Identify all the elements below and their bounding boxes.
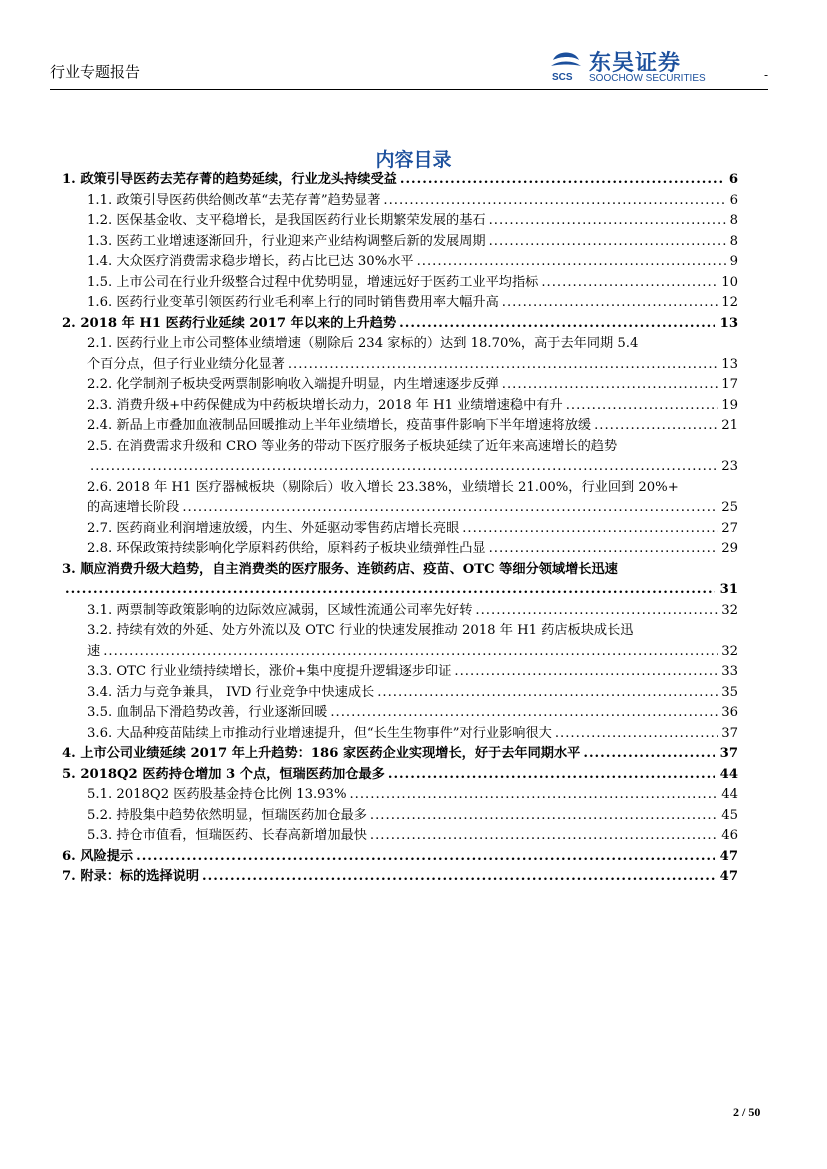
toc-entry-text: 2.4. 新品上市叠加血液制品回暖推动上半年业绩增长，疫苗事件影响下半年增速将放缓: [87, 418, 592, 433]
toc-entry-line[interactable]: [62, 867, 738, 888]
toc-entry-text: 1.5. 上市公司在行业升级整合过程中优势明显，增速远好于医药工业平均指标: [87, 274, 539, 290]
toc-page-number: 45: [721, 807, 738, 823]
logo-english-name: SOOCHOW SECURITIES: [589, 73, 706, 84]
toc-page-number: 25: [721, 500, 738, 515]
toc-leader-dots: [489, 539, 719, 560]
toc-entry-text: 7. 附录：标的选择说明: [62, 869, 200, 884]
toc-entry-text: 个百分点，但子行业业绩分化显著: [87, 356, 285, 372]
toc-entry-line[interactable]: [62, 724, 738, 745]
toc-entry-line[interactable]: [62, 744, 738, 765]
toc-page-number: 32: [721, 643, 738, 659]
toc-entry-line[interactable]: [62, 334, 738, 355]
toc-leader-dots: [566, 396, 719, 417]
toc-entry-line[interactable]: [62, 621, 738, 642]
toc-page-number: 17: [721, 377, 738, 392]
toc-leader-dots: [502, 375, 718, 396]
toc-leader-dots: [475, 601, 718, 622]
toc-page-number: 19: [721, 397, 738, 413]
toc-entry-line[interactable]: [62, 457, 738, 478]
toc-page-number: 37: [719, 746, 738, 761]
toc-leader-dots: [489, 232, 727, 253]
toc-entry-line[interactable]: [62, 826, 738, 847]
toc-leader-dots: [594, 416, 718, 437]
toc-page-number: 44: [719, 766, 738, 782]
toc-leader-dots: [330, 703, 718, 724]
toc-leader-dots: [400, 170, 724, 191]
toc-entry-line[interactable]: [62, 642, 738, 663]
page-number: 2 / 50: [733, 1105, 761, 1119]
header-mark: -: [764, 68, 769, 82]
toc-entry-text: 2.1. 医药行业上市公司整体业绩增速（剔除后 234 家标的）达到 18.70%，高于去年同期 5.4: [87, 336, 639, 351]
toc-entry-text: 5.3. 持仓市值看，恒瑞医药、长春高新增加最快: [87, 828, 367, 843]
toc-leader-dots: [388, 765, 715, 786]
toc-leader-dots: [583, 744, 714, 765]
toc-entry-text: 3.5. 血制品下滑趋势改善，行业逐渐回暖: [87, 705, 328, 720]
toc-entry-line[interactable]: [62, 601, 738, 622]
toc-page-number: 21: [721, 418, 738, 433]
toc-entry-line[interactable]: [62, 847, 738, 868]
toc-leader-dots: [417, 252, 727, 273]
toc-page-number: 37: [721, 725, 738, 741]
toc-entry-text: 3.4. 活力与竞争兼具， IVD 行业竞争中快速成长: [87, 684, 375, 700]
toc-page-number: 9: [729, 254, 738, 269]
toc-page-number: 44: [721, 787, 738, 802]
toc-page-number: 46: [721, 828, 738, 843]
toc-entry-line[interactable]: [62, 252, 738, 273]
toc-leader-dots: [349, 785, 718, 806]
toc-entry-text: 1.4. 大众医疗消费需求稳步增长，药占比已达 30%水平: [87, 254, 414, 269]
toc-entry-line[interactable]: [62, 683, 738, 704]
toc-entry-text: 5. 2018Q2 医药持仓增加 3 个点，恒瑞医药加仓最多: [62, 766, 385, 782]
logo-emblem-icon: [547, 48, 585, 84]
toc-leader-dots: [90, 457, 718, 478]
toc-entry-text: 3.3. OTC 行业业绩持续增长，涨价+集中度提升逻辑逐步印证: [87, 664, 452, 679]
toc-entry-line[interactable]: [62, 765, 738, 786]
toc-entry-text: 速: [87, 643, 101, 659]
toc-entry-line[interactable]: [62, 273, 738, 294]
toc-page-number: 23: [721, 459, 738, 474]
toc-leader-dots: [462, 519, 718, 540]
toc-entry-line[interactable]: [62, 396, 738, 417]
toc-entry-line[interactable]: [62, 703, 738, 724]
toc-page-number: 12: [721, 295, 738, 310]
toc-entry-text: 1. 政策引导医药去芜存菁的趋势延续，行业龙头持续受益: [62, 172, 397, 187]
toc-entry-line[interactable]: [62, 355, 738, 376]
toc-leader-dots: [377, 683, 718, 704]
toc-leader-dots: [541, 273, 718, 294]
toc-entry-text: 2.6. 2018 年 H1 医疗器械板块（剔除后）收入增长 23.38%，业绩增长 21.00%，行业回到 20%+: [87, 479, 679, 495]
toc-leader-dots: [103, 642, 718, 663]
toc-page-number: 6: [728, 172, 738, 187]
toc-entry-text: 4. 上市公司业绩延续 2017 年上升趋势：186 家医药企业实现增长，好于去年同期水平: [62, 746, 581, 761]
toc-entry-line[interactable]: [62, 191, 738, 212]
toc-entry-line[interactable]: [62, 211, 738, 232]
toc-entry-text: 3.1. 两票制等政策影响的边际效应减弱，区域性流通公司率先好转: [87, 602, 473, 618]
toc-leader-dots: [489, 211, 727, 232]
report-type-label: 行业专题报告: [50, 63, 141, 81]
toc-leader-dots: [502, 293, 718, 314]
toc-page-number: 27: [721, 520, 738, 536]
toc-entry-line[interactable]: [62, 375, 738, 396]
toc-entry-text: 2.5. 在消费需求升级和 CRO 等业务的带动下医疗服务子板块延续了近年来高速增长的趋势: [87, 438, 618, 454]
logo-badge-text: SCS: [552, 72, 573, 83]
company-logo: [547, 46, 747, 86]
toc-leader-dots: [454, 662, 718, 683]
toc-page-number: 33: [721, 664, 738, 679]
toc-entry-line[interactable]: [62, 232, 738, 253]
page-header: [50, 40, 768, 88]
toc-page-number: 8: [729, 233, 738, 249]
toc-leader-dots: [288, 355, 718, 376]
toc-page-number: 10: [721, 274, 738, 290]
toc-page-number: 8: [729, 213, 738, 228]
toc-entry-line[interactable]: [62, 498, 738, 519]
toc-page-number: 32: [721, 602, 738, 618]
toc-page-number: 13: [719, 315, 738, 331]
toc-entry-text: 3.2. 持续有效的外延、处方外流以及 OTC 行业的快速发展推动 2018 年 H1 药店板块成长迅: [87, 623, 634, 638]
toc-page-number: 35: [721, 684, 738, 700]
toc-entry-line[interactable]: [62, 170, 738, 191]
toc-entry-line[interactable]: [62, 519, 738, 540]
toc-entry-line[interactable]: [62, 560, 738, 581]
toc-leader-dots: [555, 724, 718, 745]
toc-entry-text: 3. 顺应消费升级大趋势，自主消费类的医疗服务、连锁药店、疫苗、OTC 等细分领域增长迅速: [62, 561, 618, 577]
toc-leader-dots: [399, 314, 714, 335]
toc-entry-text: 的高速增长阶段: [87, 500, 180, 515]
toc-entry-line[interactable]: [62, 785, 738, 806]
toc-leader-dots: [202, 867, 715, 888]
toc-leader-dots: [370, 826, 718, 847]
toc-leader-dots: [65, 580, 715, 601]
toc-entry-text: 2.2. 化学制剂子板块受两票制影响收入端提升明显，内生增速逐步反弹: [87, 377, 499, 392]
toc-entry-line[interactable]: [62, 437, 738, 458]
toc-entry-text: 1.2. 医保基金收、支平稳增长，是我国医药行业长期繁荣发展的基石: [87, 213, 486, 228]
toc-entry-text: 2. 2018 年 H1 医药行业延续 2017 年以来的上升趋势: [62, 315, 397, 331]
toc-entry-text: 2.7. 医药商业利润增速放缓，内生、外延驱动零售药店增长亮眼: [87, 520, 460, 536]
toc-entry-text: 6. 风险提示: [62, 848, 134, 864]
toc-page-number: 36: [721, 705, 738, 720]
toc-entry-text: 5.2. 持股集中趋势依然明显，恒瑞医药加仓最多: [87, 807, 367, 823]
table-of-contents: [62, 170, 738, 888]
toc-page-number: 31: [719, 582, 738, 597]
toc-entry-line[interactable]: [62, 539, 738, 560]
toc-entry-line[interactable]: [62, 416, 738, 437]
toc-entry-line[interactable]: [62, 478, 738, 499]
toc-entry-line[interactable]: [62, 580, 738, 601]
toc-entry-text: 1.3. 医药工业增速逐渐回升，行业迎来产业结构调整后新的发展周期: [87, 233, 486, 249]
toc-page-number: 47: [719, 869, 738, 884]
toc-entry-line[interactable]: [62, 662, 738, 683]
toc-page-number: 29: [721, 541, 738, 556]
toc-entry-text: 2.3. 消费升级+中药保健成为中药板块增长动力，2018 年 H1 业绩增速稳中有升: [87, 397, 563, 413]
toc-leader-dots: [370, 806, 718, 827]
toc-page-number: 6: [729, 192, 738, 208]
toc-leader-dots: [182, 498, 718, 519]
toc-entry-line[interactable]: [62, 806, 738, 827]
header-rule: [50, 89, 768, 90]
toc-entry-text: 5.1. 2018Q2 医药股基金持仓比例 13.93%: [87, 787, 347, 802]
toc-title: 内容目录: [375, 149, 452, 171]
toc-entry-text: 1.1. 政策引导医药供给侧改革“去芜存菁”趋势显著: [87, 192, 381, 208]
toc-page-number: 47: [719, 848, 738, 864]
toc-entry-text: 1.6. 医药行业变革引领医药行业毛利率上行的同时销售费用率大幅升高: [87, 295, 499, 310]
toc-entry-line[interactable]: [62, 293, 738, 314]
toc-leader-dots: [383, 191, 726, 212]
toc-entry-text: 2.8. 环保政策持续影响化学原料药供给，原料药子板块业绩弹性凸显: [87, 541, 486, 556]
toc-leader-dots: [136, 847, 715, 868]
toc-page-number: 13: [721, 356, 738, 372]
toc-entry-text: 3.6. 大品种疫苗陆续上市推动行业增速提升，但“长生生物事件”对行业影响很大: [87, 725, 552, 741]
toc-entry-line[interactable]: [62, 314, 738, 335]
logo-chinese-name: 东吴证券: [589, 51, 682, 76]
